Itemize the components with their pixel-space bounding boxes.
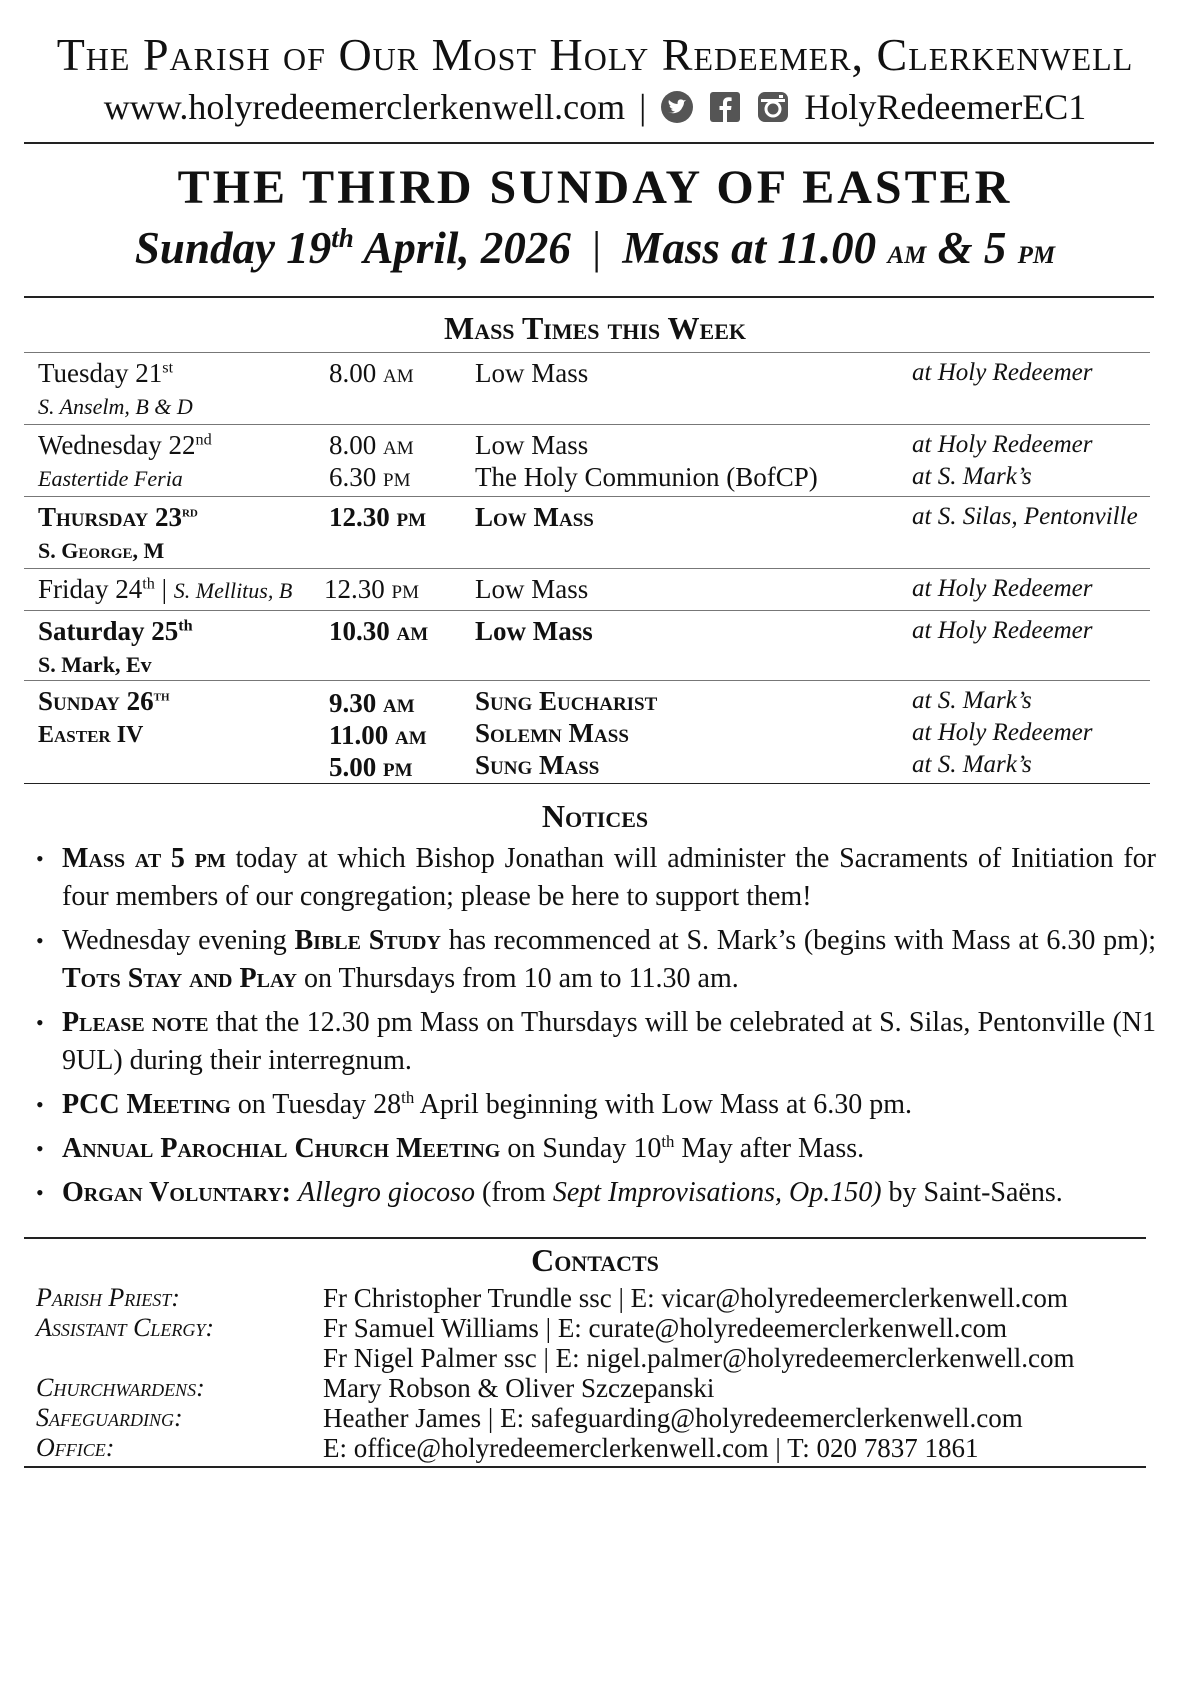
instagram-icon[interactable] [756,90,790,124]
mass-time: 9.30 am [329,688,415,718]
notice-item: • Please note that the 12.30 pm Mass on Thursdays will be celebrated at S. Silas, Pentonville (N1 9UL) during their interregnum. [36,1004,1156,1080]
mass-place: at Holy Redeemer [912,359,1093,386]
mass-description: Low Mass [475,616,593,646]
mass-pm: pm [1017,231,1056,271]
contacts-list [36,1283,1156,1463]
day-label: Thursday 23rd [38,502,198,532]
mass-place: at Holy Redeemer [912,617,1093,644]
mass-place: at S. Mark’s [912,687,1032,714]
mass-place: at S. Silas, Pentonville [912,503,1138,530]
day-label: Wednesday 22nd [38,430,212,460]
mass-description: Low Mass [475,358,589,388]
day-label: Saturday 25th [38,616,193,646]
mass-time: 12.30 pm [329,502,427,532]
twitter-icon[interactable] [660,90,694,124]
mass-description: The Holy Communion (BofCP) [475,462,818,492]
notices-rule [24,1237,1146,1239]
mass-am: am [887,231,927,271]
date-month-year: April, 2026 [353,223,571,273]
feast-label: S. George, M [38,538,165,563]
mass-time-prefix: Mass at 11.00 [622,223,888,273]
contact-row: Fr Nigel Palmer ssc | E: nigel.palmer@holyredeemerclerkenwell.com [323,1343,1075,1373]
table-row [24,568,1150,611]
separator: | [639,87,647,127]
notice-item: • Organ Voluntary: Allegro giocoso (from Sept Improvisations, Op.150) by Saint-Saëns. [36,1174,1156,1212]
table-row [24,680,1150,784]
table-row [24,496,1150,569]
mass-mid: & 5 [926,223,1018,273]
footer-rule [24,1466,1146,1468]
mass-description: Solemn Mass [475,718,629,748]
table-row [24,610,1150,681]
notices-heading: Notices [541,798,649,834]
contact-row: Parish Priest: Fr Christopher Trundle ssc | E: vicar@holyredeemerclerkenwell.com [36,1283,1068,1313]
contacts-heading: Contacts [531,1242,659,1278]
feast-label: Eastertide Feria [38,466,183,491]
mass-time: 11.00 am [329,720,427,750]
website-line [0,86,1190,128]
mass-place: at S. Mark’s [912,463,1032,490]
mass-time: 10.30 am [329,616,429,646]
mass-description: Low Mass [475,502,594,532]
mass-description: Sung Eucharist [475,686,658,716]
mass-description: Low Mass [475,430,589,460]
feast-label: S. Mellitus, B [173,578,293,603]
mass-place: at Holy Redeemer [912,575,1093,602]
mass-time: 6.30 pm [329,462,411,492]
day-label: Sunday 26th [38,686,170,716]
contact-row: Assistant Clergy: Fr Samuel Williams | E: curate@holyredeemerclerkenwell.com [36,1313,1007,1343]
table-row [24,424,1150,497]
mass-time: 8.00 am [329,430,414,460]
notices-list [36,840,1156,1218]
feast-label: S. Mark, Ev [38,652,152,677]
title-rule [24,296,1154,298]
date-day: Sunday 19 [134,223,332,273]
date-ordinal: th [331,222,354,253]
feast-label: S. Anselm, B & D [38,394,193,419]
date-separator: | [592,223,602,273]
feast-label: Easter IV [38,722,144,748]
notice-item: • Wednesday evening Bible Study has recommenced at S. Mark’s (begins with Mass at 6.30 pm); Tots Stay and Play on Thursdays from 10 am to 11.30 am. [36,922,1156,998]
notice-item: • Mass at 5 pm today at which Bishop Jonathan will administer the Sacraments of Initiation for four members of our congregation; please be here to support them! [36,840,1156,916]
day-label: Friday 24th | S. Mellitus, B [38,574,293,604]
facebook-icon[interactable] [708,90,742,124]
notice-item: • Annual Parochial Church Meeting on Sunday 10th May after Mass. [36,1130,1156,1168]
parish-name: The Parish of Our Most Holy Redeemer, Clerkenwell [56,29,1134,80]
mass-place: at S. Mark’s [912,751,1032,778]
contact-row: Safeguarding: Heather James | E: safeguarding@holyredeemerclerkenwell.com [36,1403,1023,1433]
mass-description: Low Mass [475,574,589,604]
contact-row: Office: E: office@holyredeemerclerkenwell.com | T: 020 7837 1861 [36,1433,979,1463]
mass-time: 5.00 pm [329,752,413,782]
notice-item: • PCC Meeting on Tuesday 28th April beginning with Low Mass at 6.30 pm. [36,1086,1156,1124]
sunday-title: THE THIRD SUNDAY OF EASTER [177,161,1013,214]
sunday-date-line [0,222,1190,274]
mass-times-heading: Mass Times this Week [443,310,747,346]
social-handle: HolyRedeemerEC1 [804,87,1087,127]
contact-row: Churchwardens: Mary Robson & Oliver Szczepanski [36,1373,715,1403]
header-rule [24,142,1154,144]
mass-time: 8.00 am [329,358,414,388]
mass-time: 12.30 pm [324,574,419,604]
website-link[interactable]: www.holyredeemerclerkenwell.com [103,87,626,127]
mass-description: Sung Mass [475,750,600,780]
day-label: Tuesday 21st [38,358,174,388]
mass-place: at Holy Redeemer [912,431,1093,458]
table-row [24,352,1150,425]
mass-place: at Holy Redeemer [912,719,1093,746]
